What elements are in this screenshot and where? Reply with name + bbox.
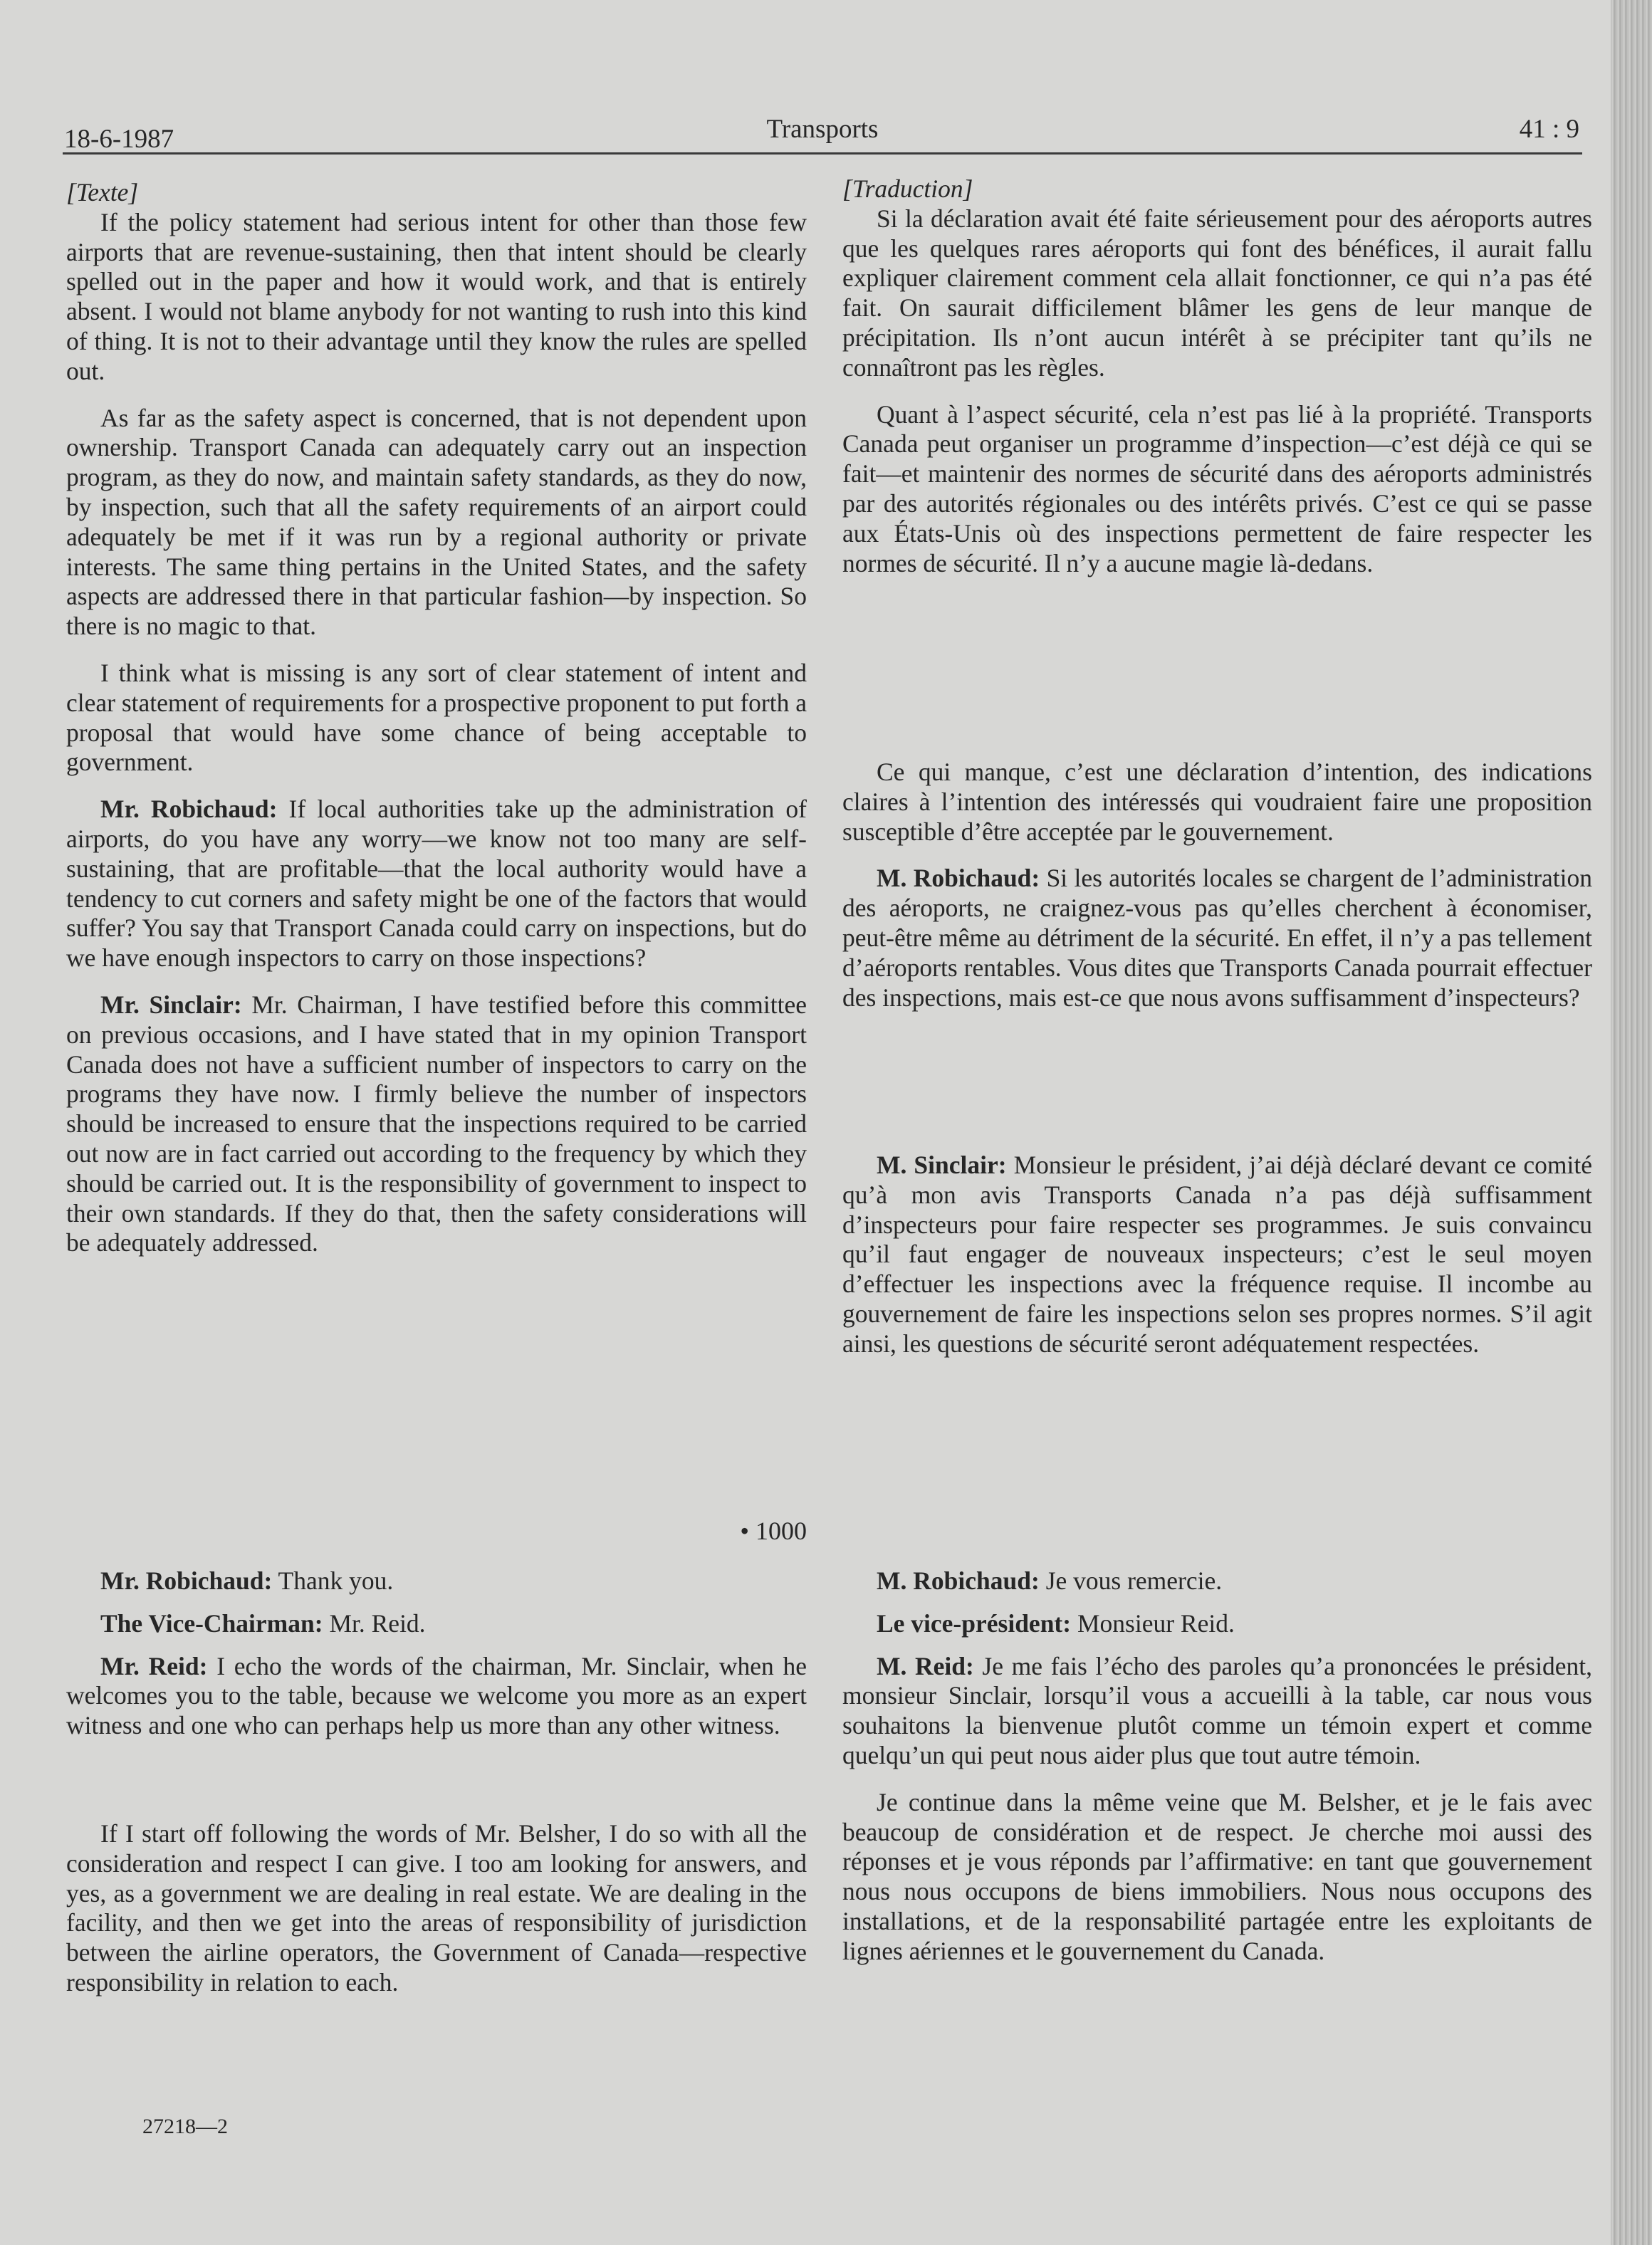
paragraph-en-9: If I start off following the words of Mr. Belsher, I do so with all the consideration and respect I can give. I too am looking for answers, and yes, as a government we are dealing in real estate. We are dealing in the facility, and then we get into the areas of responsibility of jurisdiction between the airline operators, the Government of Canada—respective responsibility in relation to each. [66, 1819, 807, 1997]
speaker-name: Mr. Robichaud: [100, 1566, 273, 1595]
header-rule [63, 152, 1582, 155]
book-page-edges [1611, 0, 1652, 2245]
speech-text: Je vous remercie. [1039, 1566, 1223, 1595]
page-header [64, 114, 1581, 157]
speech-text: Monsieur le président, j’ai déjà déclaré devant ce comité qu’à mon avis Transports Canada n’a pas déjà suffisamment d’inspecteurs pour faire respecter ses programmes. Je suis convaincu qu’il faut engager de nouveaux inspecteurs; c’est le seul moyen d’effectuer les inspections avec la fréquence requise. Il incombe au gouvernement de faire les inspections selon ses propres normes. S’il agit ainsi, les questions de sécurité seront adéquatement respectées. [842, 1151, 1593, 1358]
header-page-number: 41 : 9 [1519, 115, 1579, 144]
left-section-2 [66, 1566, 807, 1741]
time-marker-row [66, 1517, 807, 1548]
paragraph-en-6 [66, 1566, 807, 1596]
speaker-name: M. Robichaud: [877, 864, 1040, 893]
printer-code: 27218—2 [142, 2115, 228, 2138]
paragraph-fr-5 [842, 1151, 1592, 1359]
left-section-3 [66, 1819, 807, 1998]
speech-text: Si les autorités locales se chargent de l’administration des aéroports, ne craignez-vous pas qu’elles cherchent à économiser, peut-être même au détriment de la sécurité. En effet, il n’y a pas tellement d’aéroports rentables. Vous dites que Transports Canada pourrait effectuer des inspections, mais est-ce que nous avons suffisamment d’inspecteurs? [842, 864, 1592, 1012]
paragraph-fr-9: Je continue dans la même veine que M. Belsher, et je le fais avec beaucoup de considération et de respect. Je cherche moi aussi des réponses et je vous réponds par l’affirmative: en tant que gouvernement nous nous occupons de biens immobiliers. Nous nous occupons des installations, et de la responsabilité partagée entre les exploitants de lignes aériennes et le gouvernement du Canada. [842, 1787, 1592, 1965]
paragraph-en-5 [66, 990, 807, 1258]
paragraph-en-8 [66, 1652, 807, 1741]
paragraph-fr-1: Si la déclaration avait été faite sérieusement pour des aéroports autres que les quelques rares aéroports qui font des bénéfices, il aurait fallu expliquer clairement comment cela allait fonctionner, ce qui n’a pas été fait. On saurait difficilement blâmer les gens de leur manque de précipitation. Ils n’ont aucun intérêt à se précipiter tant qu’ils ne connaîtront pas les règles. [842, 204, 1592, 382]
speaker-name: M. Sinclair: [877, 1151, 1007, 1179]
section-label-texte: [Texte] [66, 178, 139, 206]
speech-text: Mr. Reid. [323, 1608, 426, 1638]
paragraph-en-7 [66, 1609, 807, 1639]
right-section-3 [842, 1151, 1592, 1359]
paragraph-fr-8 [842, 1652, 1592, 1771]
right-section-1 [842, 174, 1592, 578]
speech-text: Mr. Chairman, I have testified before this committee on previous occasions, and I have stated that in my opinion Transport Canada does not have a sufficient number of inspectors to carry on the programs they have now. I firmly believe the number of inspectors should be increased to ensure that the inspections required to be carried out now are in fact carried out according to the frequency by which they should be carried out. It is the responsibility of government to inspect to their own standards. If they do that, then the safety considerations will be adequately addressed. [66, 990, 807, 1257]
section-label-traduction: [Traduction] [842, 174, 973, 203]
speech-text: I echo the words of the chairman, Mr. Sinclair, when he welcomes you to the table, because we welcome you more as an expert witness and one who can perhaps help us more than any other witness. [66, 1651, 807, 1740]
paragraph-fr-3: Ce qui manque, c’est une déclaration d’intention, des indications claires à l’intention des intéressés qui voudraient faire une proposition susceptible d’être acceptée par le gouvernement. [842, 758, 1592, 846]
speaker-name: The Vice-Chairman: [100, 1608, 323, 1638]
left-section-1 [66, 178, 807, 1258]
speech-text: If local authorities take up the administration of airports, do you have any worry—we know not too many are self-sustaining, that are profitable—that the local authority would have a tendency to cut corners and safety might be one of the factors that would suffer? You say that Transport Canada could carry on inspections, but do we have enough inspectors to carry on those inspections? [66, 795, 807, 973]
paragraph-fr-6 [842, 1566, 1592, 1596]
paragraph-fr-2: Quant à l’aspect sécurité, cela n’est pas lié à la propriété. Transports Canada peut organiser un programme d’inspection—c’est déjà ce qui se fait—et maintenir des normes de sécurité dans des aéroports administrés par des autorités régionales ou des intérêts privés. C’est ce qui se passe aux États-Unis où des inspections permettent de faire respecter les normes de sécurité. Il n’y a aucune magie là-dedans. [842, 399, 1592, 577]
speaker-name: M. Robichaud: [877, 1566, 1040, 1595]
time-marker: • 1000 [740, 1517, 807, 1545]
paragraph-fr-4 [842, 864, 1592, 1012]
speaker-name: M. Reid: [877, 1651, 974, 1680]
right-section-4 [842, 1566, 1592, 1967]
speech-text: Thank you. [272, 1566, 394, 1595]
speaker-name: Mr. Sinclair: [100, 990, 242, 1019]
speaker-name: Mr. Reid: [100, 1651, 208, 1680]
right-section-2 [842, 758, 1592, 1012]
paragraph-en-1: If the policy statement had serious intent for other than those few airports that are revenue-sustaining, then that intent should be clearly spelled out in the paper and how it would work, and that is entirely absent. I would not blame anybody for not wanting to rush into this kind of thing. It is not to their advantage until they know the rules are spelled out. [66, 207, 807, 385]
speaker-name: Mr. Robichaud: [100, 795, 278, 824]
paragraph-en-4 [66, 795, 807, 973]
paragraph-fr-7 [842, 1609, 1592, 1639]
paragraph-en-3: I think what is missing is any sort of clear statement of intent and clear statement of requirements for a prospective proponent to put forth a proposal that would have some chance of being acceptable to government. [66, 658, 807, 777]
header-title: Transports [766, 115, 879, 144]
paragraph-en-2: As far as the safety aspect is concerned, that is not dependent upon ownership. Transport Canada can adequately carry out an inspection program, as they do now, and maintain safety standards, as they do now, by inspection, such that all the safety requirements of an airport could adequately be met if it was run by a regional authority or private interests. The same thing pertains in the United States, and the safety aspects are addressed there in that particular fashion—by inspection. So there is no magic to that. [66, 403, 807, 641]
speaker-name: Le vice-président: [877, 1608, 1072, 1638]
header-date: 18-6-1987 [64, 125, 174, 154]
speech-text: Monsieur Reid. [1071, 1608, 1235, 1638]
speech-text: Je me fais l’écho des paroles qu’a prononcées le président, monsieur Sinclair, lorsqu’il vous a accueilli à la table, car nous vous souhaitons la bienvenue plutôt comme un témoin expert et comme quelqu’un qui peut nous aider plus que tout autre témoin. [842, 1651, 1592, 1769]
